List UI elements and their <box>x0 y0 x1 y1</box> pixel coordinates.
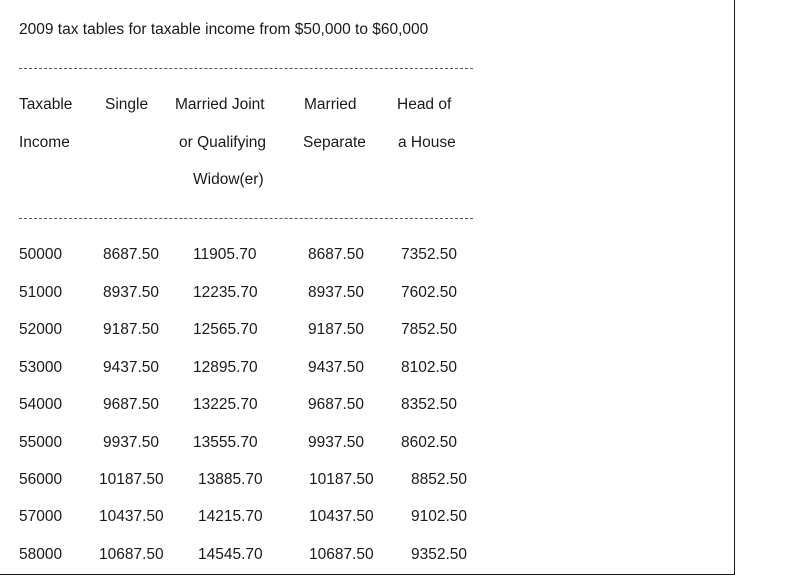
cell-single: 8937.50 <box>103 284 160 301</box>
cell-taxable-income: 53000 <box>19 359 63 376</box>
cell-single: 9937.50 <box>103 434 160 451</box>
cell-taxable-income: 57000 <box>19 508 63 525</box>
cell-married-joint: 13885.70 <box>198 471 263 488</box>
cell-head-of-house: 8102.50 <box>401 359 458 376</box>
cell-taxable-income: 58000 <box>19 546 63 563</box>
table-title: 2009 tax tables for taxable income from $50,000 to $60,000 <box>19 21 429 38</box>
cell-taxable-income: 52000 <box>19 321 63 338</box>
header-taxable-income-line1: Taxable <box>19 96 73 113</box>
cell-head-of-house: 7602.50 <box>401 284 458 301</box>
cell-head-of-house: 8602.50 <box>401 434 458 451</box>
cell-single: 10437.50 <box>99 508 164 525</box>
cell-married-separate: 9437.50 <box>308 359 365 376</box>
cell-taxable-income: 54000 <box>19 396 63 413</box>
cell-married-separate: 8687.50 <box>308 246 365 263</box>
cell-married-joint: 13555.70 <box>193 434 258 451</box>
cell-taxable-income: 56000 <box>19 471 63 488</box>
cell-married-separate: 9187.50 <box>308 321 365 338</box>
header-single: Single <box>105 96 149 113</box>
cell-married-joint: 14545.70 <box>198 546 263 563</box>
cell-head-of-house: 9352.50 <box>411 546 468 563</box>
cell-single: 9437.50 <box>103 359 160 376</box>
header-married-joint-line3: Widow(er) <box>193 171 264 188</box>
cell-taxable-income: 50000 <box>19 246 63 263</box>
header-head-of-house-line1: Head of <box>397 96 452 113</box>
header-married-separate-line1: Married <box>304 96 357 113</box>
cell-married-joint: 12235.70 <box>193 284 258 301</box>
cell-single: 9687.50 <box>103 396 160 413</box>
cell-single: 8687.50 <box>103 246 160 263</box>
cell-head-of-house: 9102.50 <box>411 508 468 525</box>
header-head-of-house-line2: a House <box>398 134 456 151</box>
cell-married-joint: 11905.70 <box>193 246 257 263</box>
cell-married-joint: 14215.70 <box>198 508 263 525</box>
cell-married-separate: 8937.50 <box>308 284 365 301</box>
header-married-joint-line2: or Qualifying <box>179 134 267 151</box>
header-divider-top <box>19 68 473 69</box>
cell-married-separate: 10187.50 <box>309 471 374 488</box>
header-married-separate-line2: Separate <box>303 134 366 151</box>
cell-married-joint: 13225.70 <box>193 396 258 413</box>
header-divider-bottom <box>19 218 473 219</box>
cell-single: 9187.50 <box>103 321 160 338</box>
header-married-joint-line1: Married Joint <box>175 96 265 113</box>
cell-single: 10687.50 <box>99 546 164 563</box>
cell-single: 10187.50 <box>99 471 164 488</box>
cell-head-of-house: 7352.50 <box>401 246 458 263</box>
cell-married-separate: 10687.50 <box>309 546 374 563</box>
cell-married-joint: 12895.70 <box>193 359 258 376</box>
cell-married-separate: 9687.50 <box>308 396 365 413</box>
cell-head-of-house: 8852.50 <box>411 471 468 488</box>
cell-taxable-income: 55000 <box>19 434 63 451</box>
cell-head-of-house: 8352.50 <box>401 396 458 413</box>
cell-taxable-income: 51000 <box>19 284 63 301</box>
header-taxable-income-line2: Income <box>19 134 70 151</box>
cell-head-of-house: 7852.50 <box>401 321 458 338</box>
cell-married-separate: 10437.50 <box>309 508 374 525</box>
cell-married-joint: 12565.70 <box>193 321 258 338</box>
cell-married-separate: 9937.50 <box>308 434 365 451</box>
